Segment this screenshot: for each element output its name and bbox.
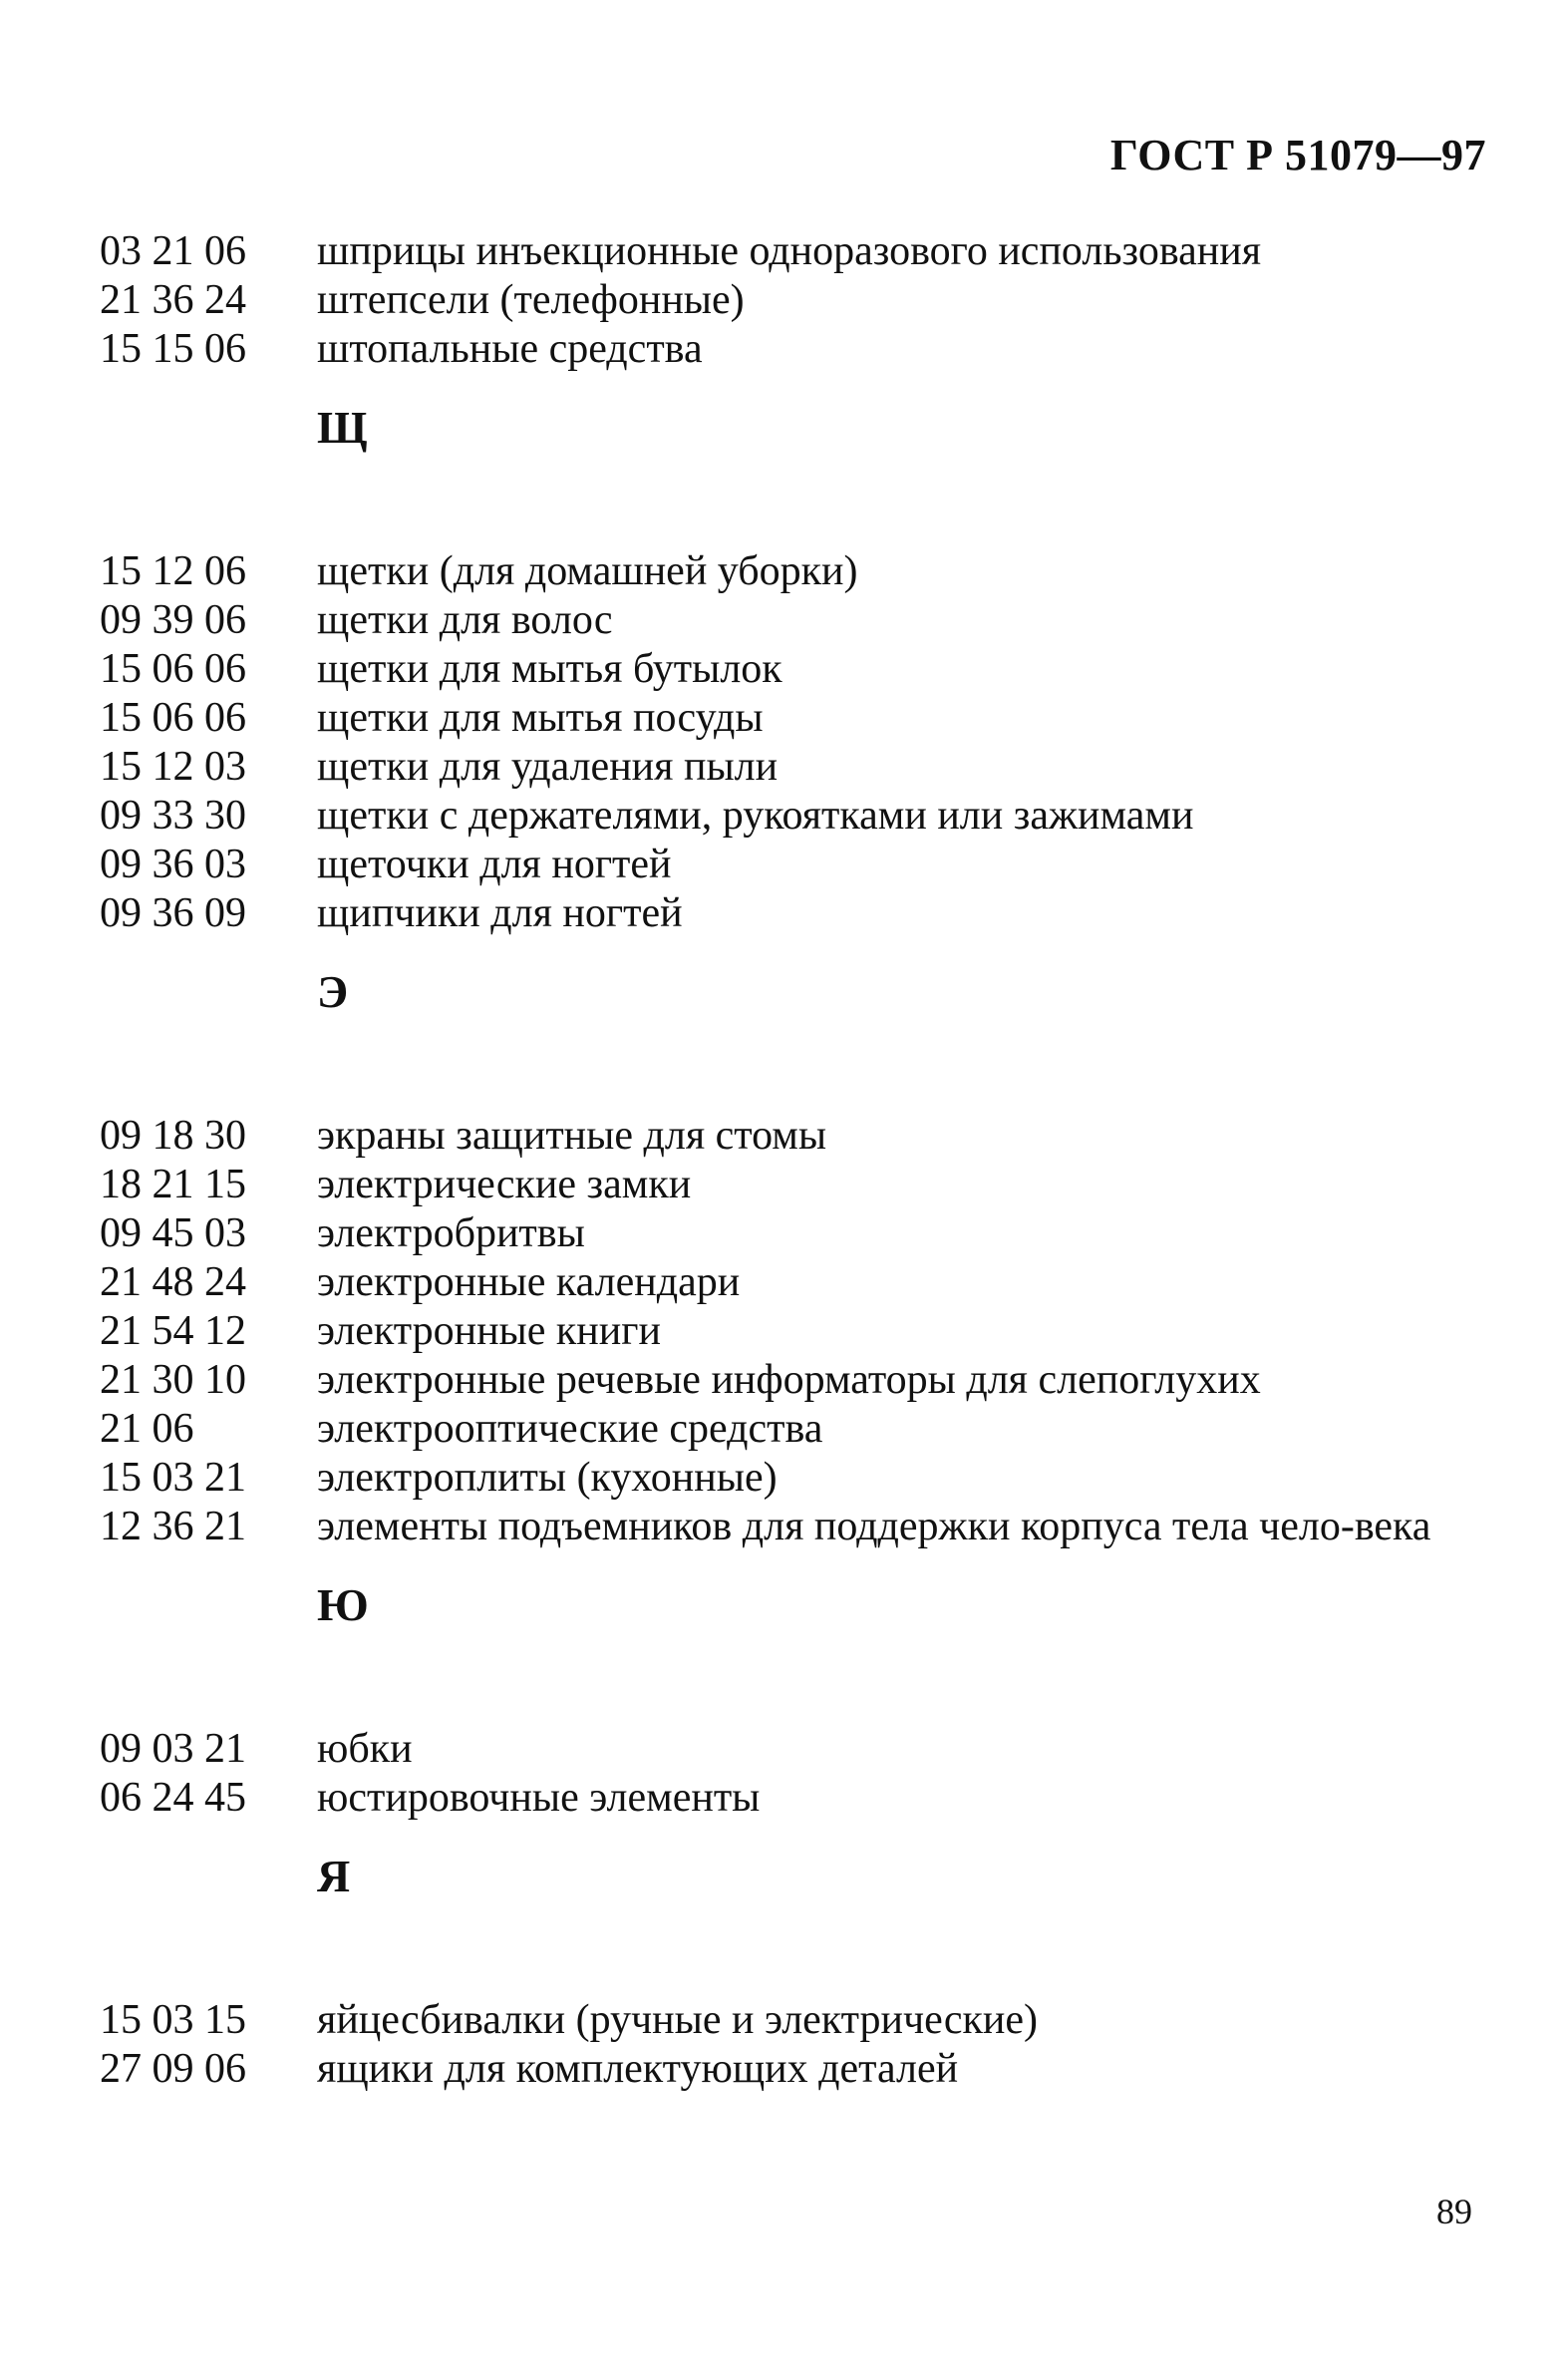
entry-term: щетки (для домашней уборки) <box>317 548 858 594</box>
index-entry <box>100 1112 1495 1161</box>
index-entry <box>100 227 1495 276</box>
entry-term: щетки для волос <box>317 597 613 643</box>
index-entry <box>100 792 1495 841</box>
entry-code: 21 36 24 <box>100 277 246 323</box>
entry-code: 09 39 06 <box>100 597 246 643</box>
entry-term: штопальные средства <box>317 326 703 372</box>
index-entry <box>100 1996 1495 2045</box>
entry-code: 09 36 09 <box>100 890 246 936</box>
entry-code: 15 06 06 <box>100 646 246 692</box>
entry-term: электробритвы <box>317 1210 585 1256</box>
entry-code: 09 36 03 <box>100 842 246 887</box>
entry-term: экраны защитные для стомы <box>317 1113 827 1159</box>
section-letter: Э <box>317 966 349 1017</box>
entry-code: 09 18 30 <box>100 1113 246 1159</box>
entry-code: 12 36 21 <box>100 1504 246 1549</box>
index-entry <box>100 2045 1495 2094</box>
entry-code: 21 48 24 <box>100 1259 246 1305</box>
index-entry <box>100 1258 1495 1307</box>
entry-term: электроплиты (кухонные) <box>317 1455 778 1501</box>
entry-term: юстировочные элементы <box>317 1775 761 1821</box>
entry-term: щеточки для ногтей <box>317 842 672 887</box>
entry-term: юбки <box>317 1726 413 1772</box>
entry-code: 21 54 12 <box>100 1308 246 1354</box>
entry-term: щипчики для ногтей <box>317 890 683 936</box>
entry-term: яйцесбивалки (ручные и электрические) <box>317 1997 1038 2043</box>
document-header: ГОСТ Р 51079—97 <box>1109 131 1486 179</box>
entry-code: 09 03 21 <box>100 1726 246 1772</box>
entry-term: щетки для мытья бутылок <box>317 646 782 692</box>
section-letter: Ю <box>317 1579 369 1630</box>
entry-code: 15 12 03 <box>100 744 246 790</box>
index-entry <box>100 1503 1495 1551</box>
index-section <box>100 227 1495 374</box>
entry-term: шприцы инъекционные одноразового использования <box>317 228 1262 274</box>
index-entry <box>100 547 1495 596</box>
index-entry <box>100 1307 1495 1356</box>
entry-code: 18 21 15 <box>100 1162 246 1207</box>
entry-term: электрооптические средства <box>317 1406 823 1452</box>
index-entry <box>100 645 1495 694</box>
entry-term: щетки с держателями, рукоятками или зажимами <box>317 793 1194 839</box>
entry-code: 15 15 06 <box>100 326 246 372</box>
index-entry <box>100 596 1495 645</box>
index-entry <box>100 1209 1495 1258</box>
index-entry <box>100 743 1495 792</box>
section-letter: Щ <box>317 402 368 453</box>
entry-term: электронные речевые информаторы для слепоглухих <box>317 1357 1261 1403</box>
entry-code: 06 24 45 <box>100 1775 246 1821</box>
index-entry <box>100 325 1495 374</box>
entry-code: 09 45 03 <box>100 1210 246 1256</box>
index-entry <box>100 1725 1495 1774</box>
index-section <box>100 374 1495 938</box>
entry-code: 15 03 15 <box>100 1997 246 2043</box>
page-number: 89 <box>1436 2192 1472 2231</box>
entry-term: электронные книги <box>317 1308 661 1354</box>
index-entry <box>100 1356 1495 1405</box>
index-entry <box>100 1454 1495 1503</box>
index-entry <box>100 1405 1495 1454</box>
entry-code: 15 12 06 <box>100 548 246 594</box>
entry-code: 21 06 <box>100 1406 194 1452</box>
index-entry <box>100 841 1495 889</box>
index-list <box>100 227 1495 2094</box>
entry-term: ящики для комплектующих деталей <box>317 2046 959 2092</box>
index-entry <box>100 1161 1495 1209</box>
entry-code: 03 21 06 <box>100 228 246 274</box>
index-section <box>100 1823 1495 2094</box>
index-entry <box>100 1774 1495 1823</box>
entry-code: 21 30 10 <box>100 1357 246 1403</box>
index-section <box>100 1551 1495 1823</box>
entry-term: щетки для удаления пыли <box>317 744 779 790</box>
entry-term: щетки для мытья посуды <box>317 695 764 741</box>
entry-term: электронные календари <box>317 1259 741 1305</box>
index-section <box>100 938 1495 1551</box>
index-entry <box>100 694 1495 743</box>
entry-code: 15 03 21 <box>100 1455 246 1501</box>
index-entry <box>100 889 1495 938</box>
index-entry <box>100 276 1495 325</box>
entry-code: 09 33 30 <box>100 793 246 839</box>
entry-term: штепсели (телефонные) <box>317 277 745 323</box>
section-letter: Я <box>317 1851 351 1901</box>
entry-term: элементы подъемников для поддержки корпуса тела чело-века <box>317 1504 1431 1549</box>
entry-code: 15 06 06 <box>100 695 246 741</box>
entry-term: электрические замки <box>317 1162 692 1207</box>
entry-code: 27 09 06 <box>100 2046 246 2092</box>
